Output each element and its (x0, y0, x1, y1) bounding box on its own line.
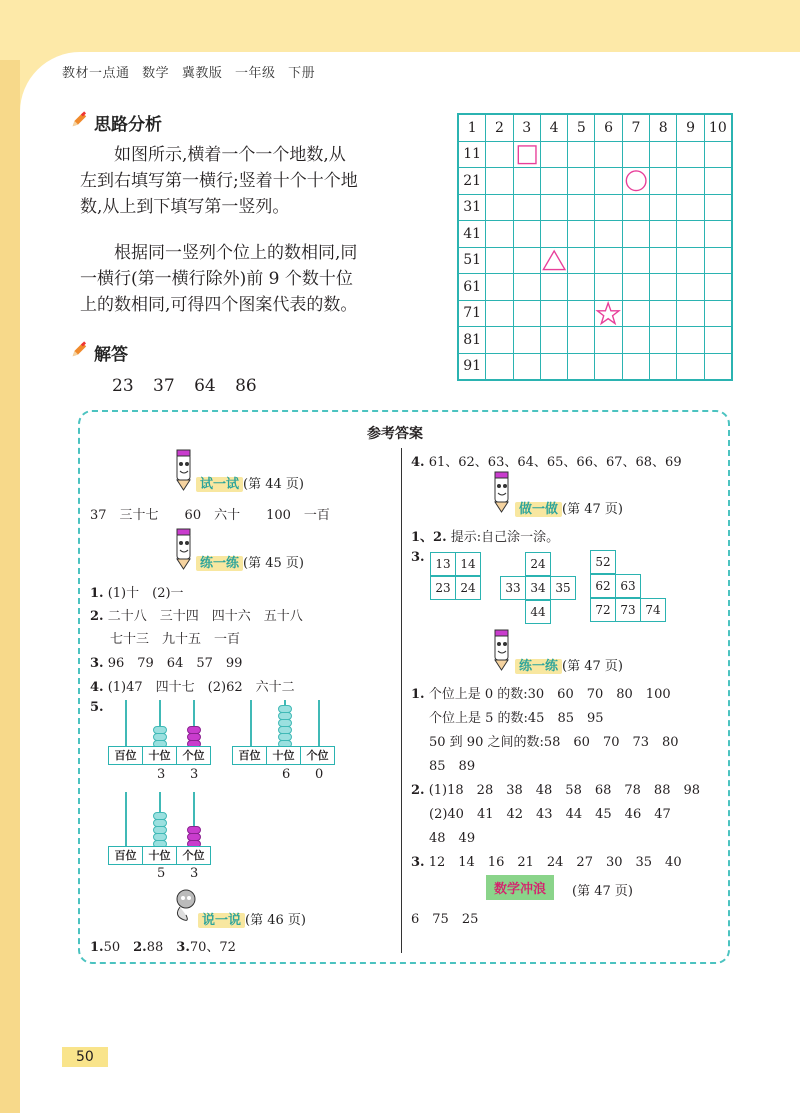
grid-cell-empty (486, 168, 513, 195)
grid-cell-empty (486, 327, 513, 354)
number-box (640, 550, 664, 572)
number-box: 63 (615, 574, 641, 598)
header-book: 教材一点通 (62, 66, 130, 81)
grid-cell-empty (595, 141, 622, 168)
number-grid (457, 113, 733, 381)
number-box: 23 (430, 576, 456, 600)
grid-cell-empty (622, 300, 649, 327)
grid-cell-row-label: 61 (458, 274, 486, 301)
number-box (640, 574, 664, 596)
grid-cell-empty (595, 327, 622, 354)
grid-cell-empty (513, 327, 540, 354)
solution-heading: 解答 (70, 340, 132, 365)
number-boxes-b (500, 552, 575, 624)
q3-47: 3. (411, 550, 425, 565)
number-box: 72 (590, 598, 616, 622)
number-box: 62 (590, 574, 616, 598)
analysis-heading: 思路分析 (70, 110, 166, 135)
chonglang-tag: 数学冲浪 (486, 875, 554, 900)
number-box: 24 (455, 576, 481, 600)
shuoyishuo-badge: 说一说 (第 46 页) (198, 909, 306, 928)
grid-cell-empty (513, 353, 540, 380)
grid-cell-row-label: 51 (458, 247, 486, 274)
grid-cell-empty (486, 141, 513, 168)
grid-cell-header: 8 (650, 114, 677, 141)
grid-cell-empty (540, 327, 567, 354)
number-box: 35 (550, 576, 576, 600)
grid-cell-empty (677, 168, 704, 195)
grid-cell-empty (513, 300, 540, 327)
grid-cell-empty (650, 274, 677, 301)
q2-47: 2. (1)18 28 38 48 58 68 78 88 98 (411, 783, 701, 798)
star-icon (595, 301, 621, 327)
pencil-icon (70, 111, 88, 129)
bug-mascot-icon (166, 887, 202, 927)
grid-cell-empty (568, 141, 595, 168)
grid-cell-empty (568, 300, 595, 327)
number-box: 33 (500, 576, 526, 600)
grid-cell-empty (568, 274, 595, 301)
q1-47-line2: 个位上是 5 的数:45 85 95 (429, 711, 604, 726)
q4-right: 4. 61、62、63、64、65、66、67、68、69 (411, 455, 682, 470)
grid-cell-empty (540, 141, 567, 168)
grid-cell-row-label: 31 (458, 194, 486, 221)
column-divider (401, 448, 402, 953)
q2-47-line2: (2)40 41 42 43 44 45 46 47 (429, 807, 671, 822)
grid-cell-empty (513, 274, 540, 301)
grid-cell-header: 4 (540, 114, 567, 141)
q2-45: 2. 二十八 三十四 四十六 五十八 (90, 609, 303, 624)
grid-cell-empty (540, 194, 567, 221)
q1-47-line4: 85 89 (429, 759, 476, 774)
grid-cell-empty (677, 141, 704, 168)
grid-cell-empty (540, 168, 567, 195)
grid-cell-empty (650, 194, 677, 221)
q1-47: 1. 个位上是 0 的数:30 60 70 80 100 (411, 687, 671, 702)
header-volume: 下册 (288, 66, 316, 81)
grid-cell-empty (595, 168, 622, 195)
solution-answers: 23 37 64 86 (112, 376, 257, 396)
grid-cell-empty (677, 274, 704, 301)
grid-cell-empty (650, 353, 677, 380)
pencil-mascot-icon (486, 628, 518, 674)
grid-cell-empty (704, 168, 732, 195)
number-box: 34 (525, 576, 551, 600)
grid-cell-empty (595, 194, 622, 221)
grid-cell-empty (540, 300, 567, 327)
grid-cell-empty (486, 274, 513, 301)
grid-cell-empty (513, 247, 540, 274)
grid-cell-empty (513, 141, 540, 168)
grid-cell-empty (513, 168, 540, 195)
q3-47-lian: 3. 12 14 16 21 24 27 30 35 40 (411, 855, 682, 870)
analysis-paragraph-1: 如图所示,横着一个一个地数,从 左到右填写第一横行;竖着十个十个地 数,从上到下填写第一竖列。 (80, 145, 358, 217)
grid-cell-empty (568, 327, 595, 354)
running-header (62, 62, 323, 81)
header-edition: 冀教版 (181, 66, 223, 81)
grid-cell-row-label: 41 (458, 221, 486, 248)
q2-47-line3: 48 49 (429, 831, 476, 846)
left-stripe (0, 60, 20, 1113)
q4-45: 4. (1)47 四十七 (2)62 六十二 (90, 680, 295, 695)
grid-cell-row-label: 81 (458, 327, 486, 354)
header-grade: 一年级 (234, 66, 276, 81)
grid-cell-header: 10 (704, 114, 732, 141)
number-box: 13 (430, 552, 456, 576)
number-boxes-a (430, 552, 480, 600)
grid-cell-empty (622, 274, 649, 301)
lianyilian-45-badge: 练一练 (第 45 页) (196, 552, 304, 571)
grid-cell-empty (568, 247, 595, 274)
q3-45: 3. 96 79 64 57 99 (90, 656, 243, 671)
grid-cell-empty (704, 327, 732, 354)
grid-cell-header: 9 (677, 114, 704, 141)
square-icon (514, 142, 540, 168)
grid-cell-empty (486, 300, 513, 327)
grid-cell-header: 5 (568, 114, 595, 141)
circle-icon (623, 168, 649, 194)
grid-cell-empty (650, 300, 677, 327)
analysis-paragraph-2: 根据同一竖列个位上的数相同,同 一横行(第一横行除外)前 9 个数十位 上的数相同,可得四个图案代表的数。 (80, 243, 358, 315)
number-box: 24 (525, 552, 551, 576)
number-boxes-c (590, 550, 665, 622)
grid-cell-empty (622, 327, 649, 354)
grid-cell-empty (677, 221, 704, 248)
grid-cell-empty (622, 141, 649, 168)
grid-cell-header: 7 (622, 114, 649, 141)
triangle-icon (541, 248, 567, 274)
grid-cell-empty (486, 247, 513, 274)
q12-47: 1、2. 提示:自己涂一涂。 (411, 530, 560, 545)
grid-cell-empty (513, 194, 540, 221)
grid-cell-empty (486, 221, 513, 248)
grid-cell-empty (677, 247, 704, 274)
number-box (500, 600, 524, 622)
grid-cell-empty (650, 221, 677, 248)
grid-cell-empty (677, 327, 704, 354)
number-box: 74 (640, 598, 666, 622)
grid-cell-empty (650, 247, 677, 274)
zuoyizuo-badge: 做一做 (第 47 页) (515, 498, 623, 517)
grid-cell-empty (622, 353, 649, 380)
grid-cell-empty (595, 274, 622, 301)
number-box: 73 (615, 598, 641, 622)
grid-cell-empty (622, 168, 649, 195)
chonglang-answer: 6 75 25 (411, 912, 479, 927)
q2-45-cont: 七十三 九十五 一百 (110, 632, 241, 647)
grid-cell-empty (540, 353, 567, 380)
grid-cell-empty (513, 221, 540, 248)
grid-cell-empty (568, 221, 595, 248)
page-number: 50 (62, 1047, 108, 1067)
grid-cell-empty (622, 221, 649, 248)
header-subject: 数学 (142, 66, 170, 81)
shiyishi-answer: 37 三十七 60 六十 100 一百 (90, 508, 330, 523)
grid-cell-row-label: 11 (458, 141, 486, 168)
grid-cell-empty (704, 194, 732, 221)
number-box (615, 550, 639, 572)
shuoyishuo-answers: 1.50 2.88 3.70、72 (90, 940, 236, 955)
grid-cell-empty (486, 194, 513, 221)
grid-cell-empty (540, 247, 567, 274)
grid-cell-empty (622, 194, 649, 221)
grid-cell-empty (540, 221, 567, 248)
shiyishi-badge: 试一试 (第 44 页) (196, 473, 304, 492)
lianyilian-47-badge: 练一练 (第 47 页) (515, 655, 623, 674)
grid-cell-header: 3 (513, 114, 540, 141)
number-box: 14 (455, 552, 481, 576)
grid-cell-empty (622, 247, 649, 274)
q1-47-line3: 50 到 90 之间的数:58 60 70 73 80 (429, 735, 679, 750)
grid-cell-empty (704, 141, 732, 168)
grid-cell-empty (704, 247, 732, 274)
grid-cell-empty (677, 194, 704, 221)
pencil-icon (70, 341, 88, 359)
grid-cell-header: 6 (595, 114, 622, 141)
grid-cell-empty (595, 353, 622, 380)
grid-cell-empty (650, 141, 677, 168)
grid-cell-header: 1 (458, 114, 486, 141)
grid-cell-empty (704, 274, 732, 301)
grid-cell-empty (704, 221, 732, 248)
number-box (550, 600, 574, 622)
grid-cell-empty (650, 168, 677, 195)
grid-cell-header: 2 (486, 114, 513, 141)
grid-cell-empty (677, 300, 704, 327)
number-box (500, 552, 524, 574)
grid-cell-empty (704, 353, 732, 380)
number-box: 52 (590, 550, 616, 574)
grid-cell-empty (704, 300, 732, 327)
pencil-mascot-icon (486, 470, 518, 516)
grid-cell-empty (568, 353, 595, 380)
grid-cell-empty (677, 353, 704, 380)
grid-cell-empty (650, 327, 677, 354)
number-box: 44 (525, 600, 551, 624)
number-box (550, 552, 574, 574)
grid-cell-empty (595, 247, 622, 274)
grid-cell-row-label: 91 (458, 353, 486, 380)
reference-answer-title: 参考答案 (367, 426, 423, 442)
q1-45: 1. (1)十 (2)一 (90, 586, 184, 601)
grid-cell-empty (568, 194, 595, 221)
grid-cell-row-label: 21 (458, 168, 486, 195)
q5-45: 5. (90, 700, 104, 715)
grid-cell-row-label: 71 (458, 300, 486, 327)
grid-cell-empty (486, 353, 513, 380)
grid-cell-empty (568, 168, 595, 195)
grid-cell-empty (595, 300, 622, 327)
grid-cell-empty (595, 221, 622, 248)
chonglang-page: (第 47 页) (572, 884, 633, 899)
grid-cell-empty (540, 274, 567, 301)
